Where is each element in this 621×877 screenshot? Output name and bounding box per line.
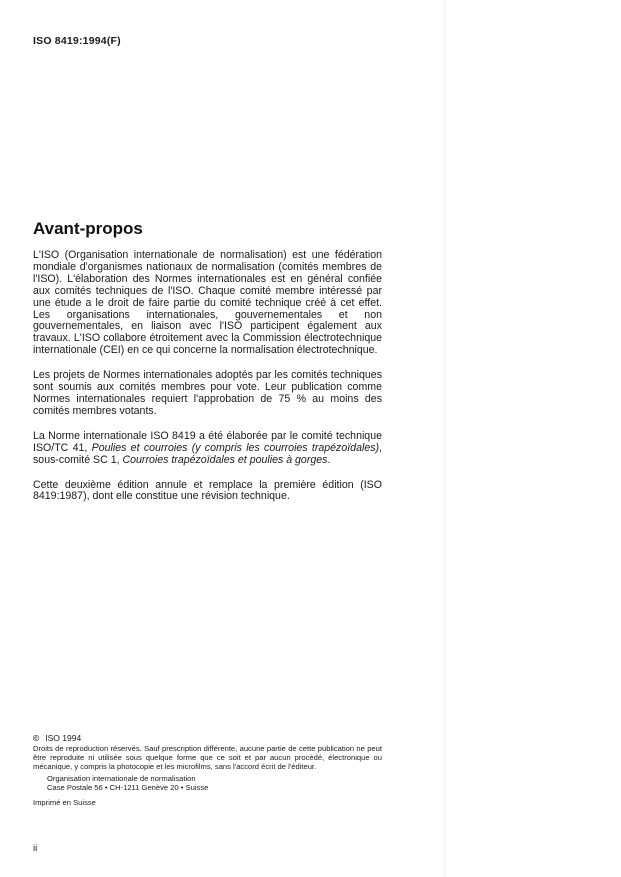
foreword-paragraph bbox=[33, 370, 382, 418]
paragraph-text: L'ISO (Organisation internationale de normalisation) est une fédération mondiale d'organismes nationaux de normalisation (comités membres de l'ISO). L'élaboration des Normes internationales est en général confiée aux comités techniques de l'ISO. Chaque comité membre intéressé par une étude a le droit de faire partie du comité technique créé à cet effet. Les organisations internationales, gouvernementales et non gouvernementales, en liaison avec l'ISO participent également aux travaux. L'ISO collabore étroitement avec la Commission électrotechnique internationale (CEI) en ce qui concerne la normalisation électrotechnique. bbox=[33, 249, 382, 357]
printed-in: Imprimé en Suisse bbox=[33, 798, 96, 807]
paragraph-text: , sous-comité SC 1, bbox=[33, 441, 382, 466]
italic-title-text: Poulies et courroies (y compris les courroies trapézoïdales) bbox=[91, 441, 380, 454]
paragraph-text: . bbox=[327, 453, 331, 466]
document-id-header: ISO 8419:1994(F) bbox=[33, 35, 121, 47]
reproduction-rights: Droits de reproduction réservés. Sauf prescription différente, aucune partie de cette publication ne peut être reproduite ni utilisée sous quelque forme que ce soit et par aucun procédé, électronique ou mécanique, y compris la photocopie et les microfilms, sans l'accord écrit de l'éditeur. bbox=[33, 744, 382, 771]
organization-address: Case Postale 56 • CH-1211 Genève 20 • Suisse bbox=[47, 783, 209, 792]
foreword-body bbox=[33, 250, 382, 516]
organization-name: Organisation internationale de normalisation bbox=[47, 774, 196, 783]
foreword-paragraph bbox=[33, 480, 382, 504]
paragraph-text: La Norme internationale ISO 8419 a été élaborée par le comité technique ISO/TC 41, bbox=[33, 429, 382, 454]
scan-edge-line bbox=[444, 0, 445, 877]
foreword-paragraph bbox=[33, 250, 382, 357]
copyright-line bbox=[33, 734, 382, 743]
copyright-footer bbox=[33, 734, 382, 807]
page-number: ii bbox=[33, 843, 38, 854]
section-title: Avant-propos bbox=[33, 219, 143, 238]
paragraph-text: Cette deuxième édition annule et remplace la première édition (ISO 8419:1987), dont elle constitue une révision technique. bbox=[33, 478, 382, 503]
copyright-text: ISO 1994 bbox=[45, 733, 82, 743]
copyright-symbol: © bbox=[33, 733, 40, 743]
paragraph-text: Les projets de Normes internationales adoptés par les comités techniques sont soumis aux comités membres pour vote. Leur publication comme Normes internationales requiert l'approbation de 75 % au moins des comités membres votants. bbox=[33, 369, 382, 417]
italic-title-text: Courroies trapézoïdales et poulies à gorges bbox=[122, 453, 328, 466]
foreword-paragraph bbox=[33, 431, 382, 467]
